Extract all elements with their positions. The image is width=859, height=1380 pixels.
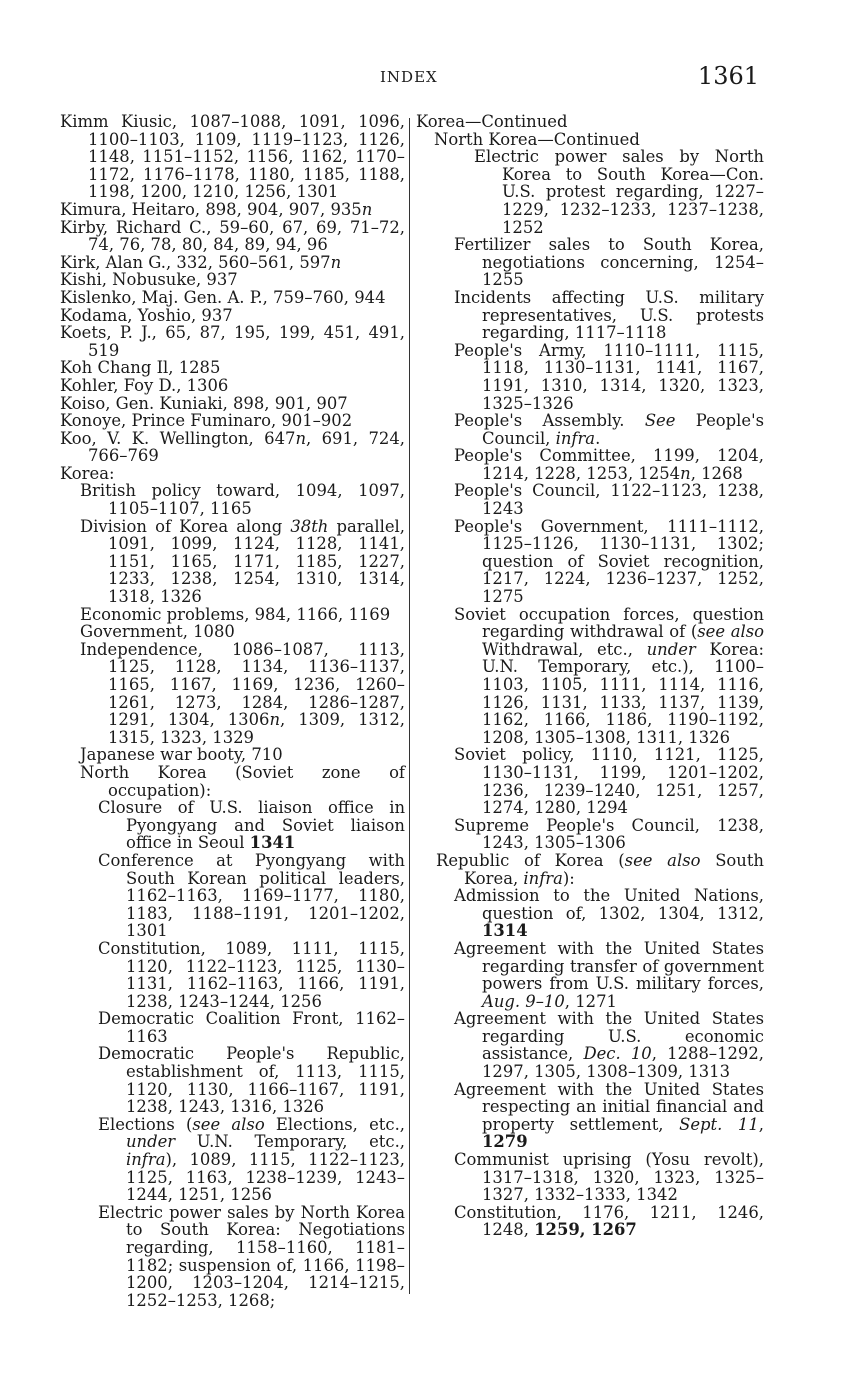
column-divider: [409, 118, 410, 1294]
index-entry: [60, 852, 405, 940]
index-entry-text: Koo, V. K. Wellington, 647: [60, 428, 296, 448]
index-entry: [60, 271, 405, 289]
index-entry: [60, 324, 405, 359]
index-entry-text: , 1288–1292, 1297, 1305, 1308–1309, 1313: [482, 1044, 764, 1082]
index-entry-text: Koets, P. J., 65, 87, 195, 199, 451, 491, 519: [60, 323, 405, 360]
index-entry-text: Constitution, 1176, 1211, 1246, 1248,: [454, 1202, 764, 1240]
index-entry-text: Korea:: [60, 463, 115, 483]
index-entry-text: Konoye, Prince Fuminaro, 901–902: [60, 411, 353, 431]
index-entry-text: People's Council,: [482, 411, 764, 448]
index-entry-text: Agreement with the United States regarding U.S. economic assistance,: [454, 1009, 764, 1064]
index-entry-text: Fertilizer sales to South Korea, negotiations concerning, 1254–1255: [454, 235, 764, 290]
index-entry: [416, 817, 764, 852]
index-entry: [416, 1204, 764, 1239]
index-entry-text: see also: [624, 850, 701, 870]
page-number: 1361: [697, 62, 759, 90]
index-entry: [60, 254, 405, 272]
index-entry-text: Kirby, Richard C., 59–60, 67, 69, 71–72, 74, 76, 78, 80, 84, 89, 94, 96: [60, 217, 405, 255]
index-entry: [60, 518, 405, 606]
index-entry-text: Elections, etc.,: [264, 1114, 405, 1134]
index-entry-text: Closure of U.S. liaison office in Pyongyang and Soviet liaison office in Seoul: [98, 798, 405, 853]
index-entry-text: Incidents affecting U.S. military representatives, U.S. protests regarding, 1117–1118: [454, 287, 764, 343]
index-entry-text: People's Committee, 1199, 1204, 1214, 1228, 1253, 1254: [454, 446, 764, 483]
index-entry-text: ,: [758, 1114, 764, 1134]
index-entry: [60, 307, 405, 325]
index-entry: [60, 465, 405, 483]
index-entry: [416, 1081, 764, 1151]
index-entry: [60, 1010, 405, 1045]
index-entry-text: 1314: [482, 921, 528, 941]
index-entry: [60, 746, 405, 764]
index-entry: [416, 852, 764, 887]
index-entry-text: 1259, 1267: [534, 1220, 637, 1240]
index-entry-text: Constitution, 1089, 1111, 1115, 1120, 1122–1123, 1125, 1130–1131, 1162–1163, 1166, 1191, 1238, 1243–1244, 1256: [98, 938, 405, 1011]
page-header: [0, 62, 859, 96]
index-entry-text: , 1271: [564, 991, 617, 1011]
index-entry-text: See: [644, 411, 676, 431]
index-entry-text: Republic of Korea (: [436, 850, 625, 870]
index-entry-text: Aug. 9–10: [482, 991, 565, 1011]
index-entry-text: ), 1089, 1115, 1122–1123, 1125, 1163, 1238–1239, 1243–1244, 1251, 1256: [126, 1150, 405, 1205]
index-column-left: [60, 113, 405, 1309]
index-entry: [416, 518, 764, 606]
index-entry-text: Electric power sales by North Korea to South Korea—Con. U.S. protest regarding, 1227–1229, 1232–1233, 1237–1238, 1252: [474, 147, 764, 237]
index-entry-text: Korea: U.N. Temporary, etc.), 1100–1103, 1105, 1111, 1114, 1116, 1126, 1131, 1133, 1137, 1139, 1162, 1166, 1186, 1190–1192, 1208, 1305–1308, 1311, 1326: [482, 639, 764, 747]
index-entry: [60, 940, 405, 1010]
index-entry-text: Kodama, Yoshio, 937: [60, 305, 233, 325]
index-entry-text: Agreement with the United States respecting an initial financial and property settlement,: [454, 1079, 764, 1134]
index-entry-text: Electric power sales by North Korea to South Korea: Negotiations regarding, 1158–1160, 1181–1182; suspension of, 1166, 1198–1200, 1203–1204, 1214–1215, 1252–1253, 1268;: [98, 1202, 405, 1310]
index-entry-text: 38th: [290, 516, 329, 536]
index-entry: [416, 940, 764, 1010]
index-entry-text: Elections (: [98, 1114, 193, 1134]
index-entry-text: ):: [562, 868, 575, 888]
index-entry-text: n: [269, 710, 281, 730]
index-entry-text: see also: [192, 1114, 265, 1134]
index-entry-text: under: [646, 639, 696, 659]
index-entry-text: Conference at Pyongyang with South Korean political leaders, 1162–1163, 1169–1177, 1180, 1183, 1188–1191, 1201–1202, 1301: [98, 850, 405, 941]
index-entry-text: Government, 1080: [80, 622, 235, 642]
index-entry: [416, 447, 764, 482]
index-entry-text: People's Council, 1122–1123, 1238, 1243: [454, 481, 764, 519]
index-entry-text: Kislenko, Maj. Gen. A. P., 759–760, 944: [60, 287, 386, 307]
index-entry: [60, 219, 405, 254]
index-entry-text: Economic problems, 984, 1166, 1169: [80, 604, 391, 624]
index-entry-text: .: [595, 428, 601, 448]
index-entry-text: , 691, 724, 766–769: [88, 428, 406, 466]
index-entry: [416, 1010, 764, 1080]
index-entry-text: People's Government, 1111–1112, 1125–1126, 1130–1131, 1302; question of Soviet recognition, 1217, 1224, 1236–1237, 1252, 1275: [454, 516, 764, 607]
index-entry: [60, 764, 405, 799]
index-entry-text: Kirk, Alan G., 332, 560–561, 597: [60, 252, 331, 272]
index-entry: [416, 746, 764, 816]
index-entry: [60, 359, 405, 377]
index-entry-text: Japanese war booty, 710: [80, 745, 283, 765]
index-entry-text: infra: [126, 1150, 166, 1170]
index-entry: [60, 201, 405, 219]
index-entry: [60, 606, 405, 624]
index-entry-text: Agreement with the United States regarding transfer of government powers from U.S. military forces,: [454, 938, 764, 994]
index-entry: [60, 412, 405, 430]
index-entry-text: Kimura, Heitaro, 898, 904, 907, 935: [60, 199, 362, 219]
index-entry: [60, 641, 405, 747]
index-entry-text: Soviet occupation forces, question regarding withdrawal of (: [454, 604, 764, 642]
index-entry-text: Withdrawal, etc.,: [482, 639, 647, 659]
index-entry: [60, 482, 405, 517]
index-entry-text: Communist uprising (Yosu revolt), 1317–1318, 1320, 1323, 1325–1327, 1332–1333, 1342: [454, 1150, 764, 1205]
index-entry-text: infra: [555, 428, 596, 448]
index-entry-text: U.N. Temporary, etc.,: [175, 1132, 405, 1152]
index-entry: [416, 606, 764, 747]
index-entry-text: South Korea,: [464, 850, 764, 888]
index-entry-text: Sept. 11: [679, 1114, 759, 1134]
index-entry-text: North Korea—Continued: [434, 129, 640, 149]
index-entry-text: Korea—Continued: [416, 112, 568, 131]
index-entry: [416, 148, 764, 236]
index-entry: [416, 887, 764, 940]
index-entry-text: n: [295, 428, 307, 448]
index-entry-text: 1341: [249, 833, 296, 853]
index-entry-text: Admission to the United Nations, question of, 1302, 1304, 1312,: [454, 886, 764, 923]
index-entry: [60, 395, 405, 413]
index-entry-text: infra: [523, 868, 563, 888]
running-head: INDEX: [380, 68, 438, 86]
index-entry-text: Koiso, Gen. Kuniaki, 898, 901, 907: [60, 393, 348, 413]
index-entry-text: , 1268: [690, 463, 743, 483]
index-entry-text: Kimm Kiusic, 1087–1088, 1091, 1096, 1100–1103, 1109, 1119–1123, 1126, 1148, 1151–1152, 1156, 1162, 1170–1172, 1176–1178, 1180, 1185, 1188, 1198, 1200, 1210, 1256, 1301: [60, 112, 405, 202]
index-entry: [60, 1204, 405, 1310]
index-entry-text: n: [361, 199, 373, 219]
index-entry: [416, 342, 764, 412]
index-entry-text: British policy toward, 1094, 1097, 1105–1107, 1165: [80, 481, 405, 519]
index-entry: [416, 289, 764, 342]
index-entry: [60, 289, 405, 307]
index-entry: [60, 1116, 405, 1204]
index-entry-text: Independence, 1086–1087, 1113, 1125, 1128, 1134, 1136–1137, 1165, 1167, 1169, 1236, 1260–1261, 1273, 1284, 1286–1287, 1291, 1304, 1306: [80, 639, 405, 730]
index-entry-text: North Korea (Soviet zone of occupation):: [80, 762, 405, 800]
index-entry-text: see also: [697, 622, 764, 642]
index-entry-text: Kishi, Nobusuke, 937: [60, 270, 238, 290]
index-entry-text: People's Army, 1110–1111, 1115, 1118, 1130–1131, 1141, 1167, 1191, 1310, 1314, 1320, 1323, 1325–1326: [454, 340, 764, 413]
index-entry: [416, 113, 764, 131]
index-entry: [416, 131, 764, 149]
index-entry-text: n: [680, 463, 691, 483]
index-column-right: [416, 113, 764, 1239]
index-entry-text: under: [126, 1132, 176, 1152]
index-entry: [60, 377, 405, 395]
index-entry-text: Supreme People's Council, 1238, 1243, 1305–1306: [454, 815, 764, 853]
index-entry: [60, 623, 405, 641]
index-entry: [60, 430, 405, 465]
index-entry: [60, 1045, 405, 1115]
index-entry: [416, 412, 764, 447]
index-entry-text: People's Assembly.: [454, 411, 645, 431]
index-entry-text: Soviet policy, 1110, 1121, 1125, 1130–1131, 1199, 1201–1202, 1236, 1239–1240, 1251, 1257, 1274, 1280, 1294: [454, 745, 764, 818]
index-entry-text: Democratic Coalition Front, 1162–1163: [98, 1009, 405, 1046]
index-entry: [60, 113, 405, 201]
index-entry-text: parallel, 1091, 1099, 1124, 1128, 1141, 1151, 1165, 1171, 1185, 1227, 1233, 1238, 1254, 1310, 1314, 1318, 1326: [108, 516, 406, 607]
index-entry-text: 1279: [482, 1132, 528, 1152]
index-entry-text: Division of Korea along: [80, 516, 291, 536]
index-entry-text: Democratic People's Republic, establishment of, 1113, 1115, 1120, 1130, 1166–1167, 1191, 1238, 1243, 1316, 1326: [98, 1044, 405, 1117]
index-entry: [416, 1151, 764, 1204]
index-entry: [60, 799, 405, 852]
index-entry-text: Koh Chang Il, 1285: [60, 358, 221, 378]
index-entry-text: Kohler, Foy D., 1306: [60, 375, 229, 395]
index-entry: [416, 482, 764, 517]
index-entry-text: Dec. 10: [583, 1044, 652, 1064]
index-entry: [416, 236, 764, 289]
index-entry-text: n: [330, 252, 342, 272]
index-entry-text: , 1309, 1312, 1315, 1323, 1329: [108, 710, 405, 747]
